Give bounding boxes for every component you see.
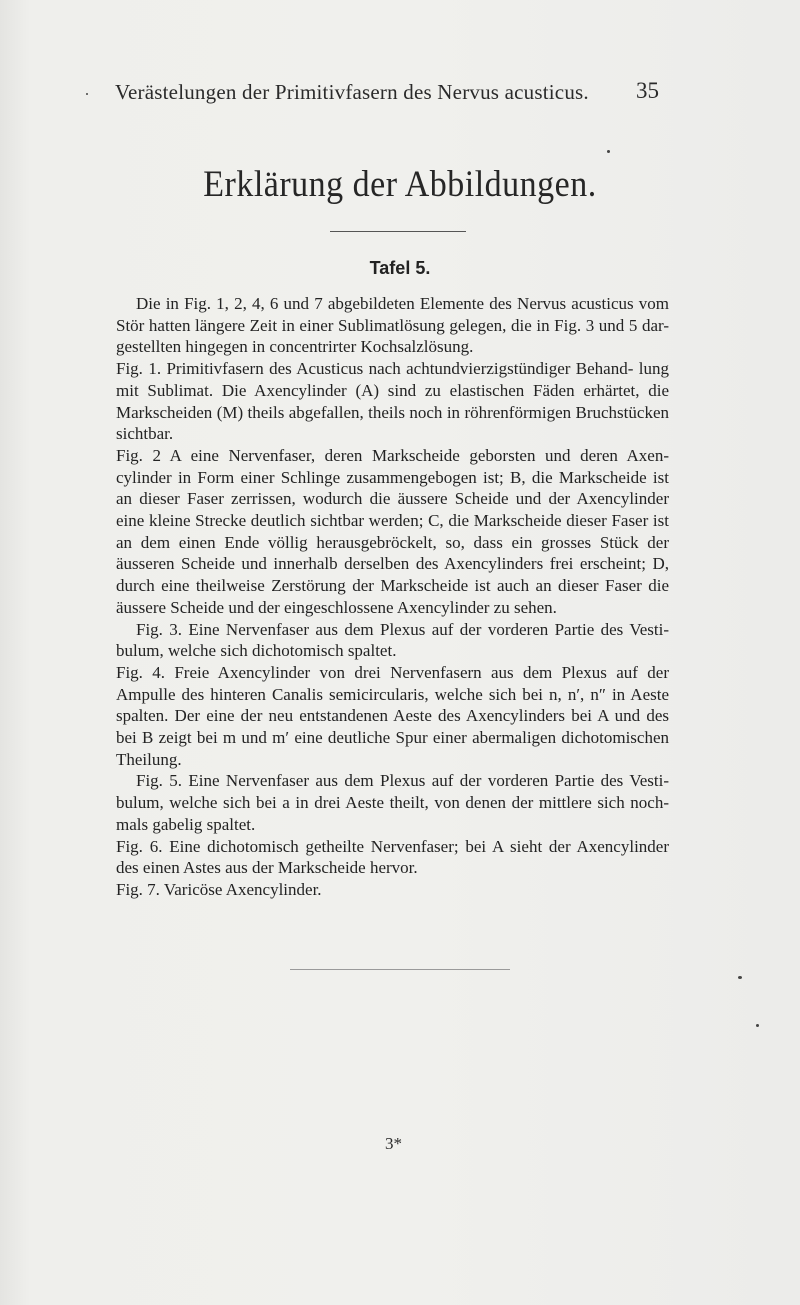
ink-speck [86,93,88,95]
plate-heading: Tafel 5. [369,258,431,278]
ink-speck [607,150,610,153]
section-title: Erklärung der Abbildungen. [203,164,597,205]
intro-paragraph: Die in Fig. 1, 2, 4, 6 und 7 abgebildeten Elemente des Nervus acusticus vom Stör hatten längere Zeit in einer Sublimatlösung gelegen, die in Fig. 3 und 5 dar- gestellten hingegen in concentrirter Kochsalzlösung. [116,294,669,357]
ink-speck [756,1024,759,1027]
title-divider [330,231,466,232]
figure-7-caption: Fig. 7. Varicöse Axencylinder. [116,879,322,899]
ink-speck [738,976,742,979]
running-head [0,80,800,110]
end-rule [290,969,510,970]
figure-4-caption: Fig. 4. Freie Axencylinder von drei Nervenfasern aus dem Plexus auf der Ampulle des hinteren Canalis semicircularis, welche sich bei n, n′, n″ in Aeste spalten. Der eine der neu entstandenen Aeste des Axencylinders bei A und des bei B zeigt bei m und m′ eine deutliche Spur einer abermaligen dichotomischen Theilung. [116,662,669,769]
page-number: 35 [636,78,659,103]
figure-1-caption: Fig. 1. Primitivfasern des Acusticus nach achtundvierzigstündiger Behand- lung mit Sublimat. Die Axencylinder (A) sind zu elastischen Fäden erhärtet, die Markscheiden (M) theils abgefallen, theils noch in röhrenförmigen Bruchstücken sichtbar. [116,359,669,444]
figure-6-caption: Fig. 6. Eine dichotomisch getheilte Nervenfaser; bei A sieht der Axencylinder des einen Astes aus der Markscheide hervor. [116,836,669,878]
figure-3-caption: Fig. 3. Eine Nervenfaser aus dem Plexus auf der vorderen Partie des Vesti- bulum, welche sich dichotomisch spaltet. [116,619,669,661]
figure-5-caption: Fig. 5. Eine Nervenfaser aus dem Plexus auf der vorderen Partie des Vesti- bulum, welche sich bei a in drei Aeste theilt, von denen der mittlere sich noch- mals gabelig spaltet. [116,771,669,834]
figure-legend-body [116,293,669,901]
signature-mark: 3* [385,1134,402,1153]
running-title: Verästelungen der Primitivfasern des Nervus acusticus. [115,80,589,104]
figure-2-caption: Fig. 2 A eine Nervenfaser, deren Markscheide geborsten und deren Axen- cylinder in Form einer Schlinge zusammengebogen ist; B, die Markscheide ist an dieser Faser zerrissen, wodurch die äussere Scheide und der Axencylinder eine kleine Strecke deutlich sichtbar werden; C, die Markscheide dieser Faser ist an dem einen Ende völlig herausgebröckelt, so, dass ein grosses Stück der äusseren Scheide und innerhalb derselben des Axencylinders frei erscheint; D, durch eine theilweise Zerstörung der Markscheide ist auch an dieser Faser die äussere Scheide und der eingeschlossene Axencylinder zu sehen. [116,445,669,617]
